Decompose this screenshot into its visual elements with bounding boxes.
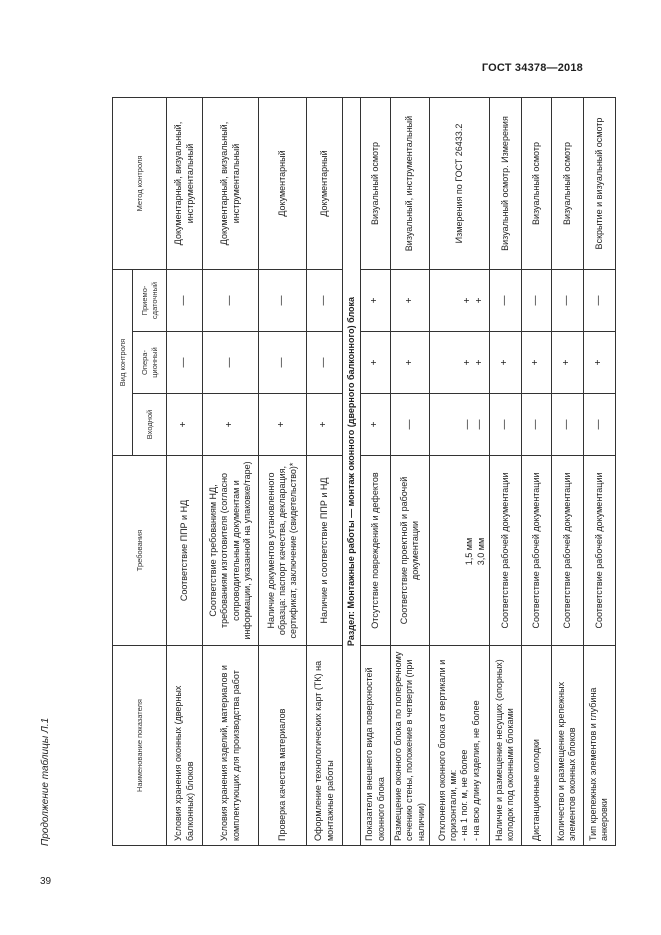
rotated-table-wrapper (112, 98, 610, 846)
row-method: Документарный (259, 98, 307, 270)
row-inc: + (307, 394, 343, 456)
section-row (343, 98, 361, 846)
row-req-value: 1,5 мм (464, 537, 475, 566)
row-method: Визуальный осмотр (551, 98, 583, 270)
header-acceptance: Приемо-сдаточный (133, 270, 167, 332)
row-inc: + (259, 394, 307, 456)
row-method: Вскрытие и визуальный осмотр (583, 98, 615, 270)
table-row (307, 98, 343, 846)
row-inc: — (489, 394, 521, 456)
row-method: Документарный, визуальный, инструментальный (167, 98, 203, 270)
row-name: Тип крепежных элементов и глубина анкеровки (583, 646, 615, 846)
row-name: Условия хранения изделий, материалов и комплектующих для производства работ (203, 646, 259, 846)
header-operational: Опера-ционный (133, 332, 167, 394)
row-req: Соответствие проектной и рабочей документации (391, 456, 430, 646)
row-op: + (521, 332, 551, 394)
row-acc: + (461, 297, 473, 304)
row-method: Документарный (307, 98, 343, 270)
row-req: Соответствие требованиям НД, требованиям изготовителя (согласно сопроводительным документам и информации, указанной на упаковке/таре) (203, 456, 259, 646)
row-req: Соответствие рабочей документации (489, 456, 521, 646)
row-acc: — (167, 270, 203, 332)
row-op: + (474, 359, 486, 366)
page-number: 39 (40, 876, 52, 887)
control-table (112, 97, 616, 846)
row-inc: + (203, 394, 259, 456)
table-row (259, 98, 307, 846)
row-method: Визуальный осмотр. Измерения (489, 98, 521, 270)
row-method: Визуальный осмотр (521, 98, 551, 270)
row-sub-item: - на 1 пог. м, не более (459, 749, 470, 841)
row-req: Соответствие рабочей документации (551, 456, 583, 646)
row-name: Показатели внешнего вида поверхностей оконного блока (361, 646, 391, 846)
table-row (489, 98, 521, 846)
row-acc: — (259, 270, 307, 332)
row-op: + (551, 332, 583, 394)
row-name: Проверка качества материалов (259, 646, 307, 846)
row-inc: + (361, 394, 391, 456)
header-incoming: Входной (133, 394, 167, 456)
table-row (551, 98, 583, 846)
row-name: Оформление технологических карт (ТК) на монтажные работы (307, 646, 343, 846)
row-inc: — (551, 394, 583, 456)
row-inc: — (461, 419, 473, 430)
row-op: + (361, 332, 391, 394)
row-req: Наличие документов установленного образца: паспорт качества, декларация, сертификат, заключение (свидетельство)* (259, 456, 307, 646)
row-acc: — (489, 270, 521, 332)
table-row (429, 98, 489, 846)
row-inc: — (391, 394, 430, 456)
table-row (361, 98, 391, 846)
row-op: + (583, 332, 615, 394)
row-acc: — (203, 270, 259, 332)
row-op-deviation (429, 332, 489, 394)
row-name: Размещение оконного блока по поперечному сечению стены, положение в четверти (при наличии) (391, 646, 430, 846)
row-op: — (307, 332, 343, 394)
row-inc: — (583, 394, 615, 456)
row-acc: — (551, 270, 583, 332)
row-method: Документарный, визуальный, инструментальный (203, 98, 259, 270)
table-caption: Продолжение таблицы Л.1 (40, 717, 51, 846)
row-inc-deviation (429, 394, 489, 456)
row-acc-deviation (429, 270, 489, 332)
section-title: Раздел: Монтажные работы — монтаж оконного (дверного балконного) блока (343, 98, 361, 846)
table-row (391, 98, 430, 846)
row-inc: — (474, 419, 486, 430)
row-method: Измерения по ГОСТ 26433.2 (429, 98, 489, 270)
row-name: Дистанционные колодки (521, 646, 551, 846)
header-requirements: Требования (113, 456, 167, 646)
row-op: — (259, 332, 307, 394)
doc-header: ГОСТ 34378—2018 (481, 62, 583, 74)
row-req-deviation (429, 456, 489, 646)
row-method: Визуальный осмотр (361, 98, 391, 270)
table-row (583, 98, 615, 846)
header-method: Метод контроля (113, 98, 167, 270)
row-method: Визуальный, инструментальный (391, 98, 430, 270)
row-name-deviation (429, 646, 489, 846)
table-row (167, 98, 203, 846)
row-name: Отклонения оконного блока от вертикали и горизонтали, мм: (436, 659, 458, 841)
row-inc: — (521, 394, 551, 456)
row-op: + (489, 332, 521, 394)
table-row (521, 98, 551, 846)
row-op: + (461, 359, 473, 366)
header-name: Наименование показателя (113, 646, 167, 846)
row-acc: — (307, 270, 343, 332)
row-acc: + (391, 270, 430, 332)
row-op: — (203, 332, 259, 394)
row-name: Условия хранения оконных (дверных балконных) блоков (167, 646, 203, 846)
row-req: Соответствие ППР и НД (167, 456, 203, 646)
row-inc: + (167, 394, 203, 456)
row-op: + (391, 332, 430, 394)
row-name: Количество и размещение крепежных элементов оконных блоков (551, 646, 583, 846)
row-op: — (167, 332, 203, 394)
row-req: Соответствие рабочей документации (521, 456, 551, 646)
row-req-value: 3,0 мм (475, 537, 486, 566)
table-row (203, 98, 259, 846)
row-sub-item: - на всю длину изделия, не более (470, 700, 481, 841)
row-req: Отсутствие повреждений и дефектов (361, 456, 391, 646)
row-acc: — (521, 270, 551, 332)
row-acc: + (361, 270, 391, 332)
row-name: Наличие и размещение несущих (опорных) колодок под оконными блоками (489, 646, 521, 846)
header-control-type: Вид контроля (113, 270, 133, 456)
row-acc: + (474, 297, 486, 304)
row-req: Наличие и соответствие ППР и НД (307, 456, 343, 646)
row-acc: — (583, 270, 615, 332)
row-req: Соответствие рабочей документации (583, 456, 615, 646)
